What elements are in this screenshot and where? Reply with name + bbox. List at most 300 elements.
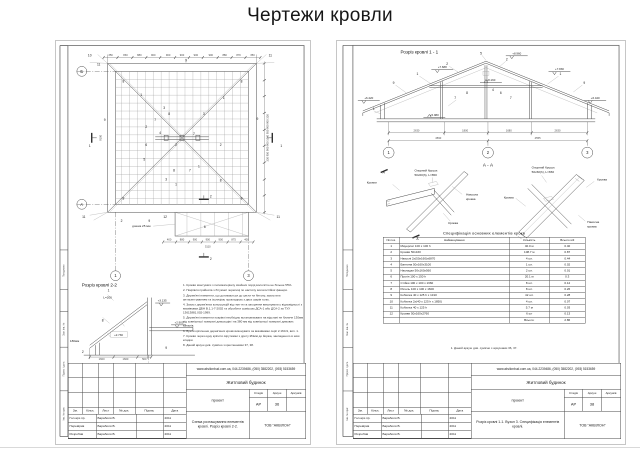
svg-text:1: 1 [175,182,177,187]
strip-label-inv-orig: Інв. № ориг. [62,406,66,421]
spec-pos: 1 [383,243,399,249]
svg-text:Крокви: Крокви [366,180,377,185]
spec-name: Крокви 50х160 [399,250,509,256]
spec-name: Мауерлат 100 х 100 h [399,243,509,249]
hip-rafters [108,63,257,212]
svg-text:7: 7 [509,95,512,100]
spec-volume: 0.13 [549,311,585,317]
strip-label-inv-orig: Інв. № ориг. [345,407,349,421]
sig-role: Перевірив [69,423,97,431]
svg-text:8: 8 [240,196,243,201]
svg-text:8: 8 [173,168,175,173]
stage-header: Стадія [250,390,269,398]
note-item: 7. Крокви через одну кріпити скрутками з дроту Ø4мм до йоржа, закладеного в шви кладки. [183,334,300,342]
section22-title: Розріз кровлі 2-2 [81,282,117,288]
svg-text:4555: 4555 [534,137,541,141]
col-kilk: Кільк. [83,407,99,414]
col-list: Лист [384,407,399,414]
signature-rows [354,415,472,439]
svg-text:8: 8 [240,79,243,84]
signature-row [354,431,472,439]
svg-text:2: 2 [486,150,490,156]
spec-volume: 0.03 [549,305,585,311]
col-doc: № док. [114,407,136,414]
specification-block [383,231,585,324]
svg-text:7: 7 [154,117,157,122]
svg-text:А: А [80,201,84,207]
svg-text:1: 1 [387,150,390,156]
sig-date: 2011 [164,423,187,431]
sig-signature [422,423,449,431]
col-doc: № док. [399,407,421,414]
svg-text:2: 2 [505,57,508,62]
sig-date: 2011 [164,415,187,423]
section22-details [103,295,125,338]
node-right-inner [522,177,580,235]
svg-text:7: 7 [454,95,457,100]
svg-text:+6.420: +6.420 [590,95,600,100]
svg-text:1800: 1800 [462,129,469,133]
spec-volume: 0.3 [549,274,585,280]
note-item: 8. Даний аркуш див. сумісно з кресленнями 37, 38. [183,344,254,348]
svg-text:2: 2 [446,62,449,67]
svg-text:180мм: 180мм [69,339,80,344]
spec-qty: 8 шт. [509,280,549,286]
sheet-content-title: Схема розташування елементів кровлі. Розріз кровлі 2-2. [187,412,250,439]
svg-text:1: 1 [416,72,419,77]
side-strip-border [60,46,68,437]
svg-text:1: 1 [222,96,225,101]
spec-qty: 2 шт. [509,268,549,274]
spec-total-label: Всього: [509,317,549,323]
sig-name: Бараболя В. [382,415,422,423]
sig-signature [422,415,449,423]
svg-text:5110: 5110 [204,245,211,249]
svg-text:6: 6 [145,142,148,147]
svg-text:1600: 1600 [98,358,105,362]
spec-qty: 108.7 м [509,250,549,256]
sig-signature [137,431,164,439]
svg-text:2: 2 [81,350,84,355]
svg-text:Кроква: Кроква [503,195,514,200]
svg-text:9: 9 [185,58,187,63]
object-name: Житловий будинок [187,376,306,390]
sig-name: Бараболя В. [97,415,137,423]
note-item: 6. Вузли кріплення дерев'яних крокв виконувати за вказівками серії 2.160-9, вип. 1. [183,329,299,333]
side-strip-border [343,45,353,436]
plan-grid-horizontal [116,79,249,201]
notes-list [183,284,304,348]
col-date: Дата [164,407,187,414]
sig-name: Бараболя В. [97,423,137,431]
svg-text:8: 8 [466,91,469,96]
spec-qty: 20.1 м [509,274,549,280]
spec-total-empty1 [383,317,399,323]
spec-total-empty2 [399,317,509,323]
spec-col-qty: Кількість [509,237,549,243]
svg-text:9: 9 [583,81,586,86]
spec-pos: 6 [383,274,399,280]
spec-name: Крокви 50х160х2760 [399,311,509,317]
object-name: Житловий будинок [472,376,621,390]
notes-block [183,284,304,349]
svg-text:9: 9 [256,116,259,121]
svg-text:900: 900 [179,53,185,57]
sig-role: Перевірив [354,423,382,431]
spec-pos: 8 [383,286,399,292]
svg-text:830: 830 [123,53,128,57]
project-label: проект [472,390,565,412]
svg-text:9: 9 [103,117,106,122]
svg-text:1: 1 [372,106,375,111]
note-item: 1. Крокви монтувати з пиломатеріалу хвойних порід вологістю не більше 55%. [183,284,293,287]
svg-text:9: 9 [148,219,151,224]
svg-text:2630: 2630 [413,129,420,133]
sheet-header: Аркуш [268,390,287,398]
svg-text:+5.980: +5.980 [429,112,439,117]
beam-end-hatch [387,201,390,204]
spec-title: Специфікація основних елементів крокв [442,231,526,236]
node-detail-right [519,174,585,238]
svg-text:+8.960: +8.960 [512,51,522,56]
spec-volume: 0.87 [549,250,585,256]
company-name: ТОВ "АКВІЛОН" [264,422,291,428]
col-list: Лист [99,407,114,414]
spec-col-volume: Всього м3 [549,237,585,243]
sig-name: Бараболя В. [97,431,137,439]
spec-col-name: Найменування [399,237,509,243]
svg-text:1: 1 [559,72,562,77]
svg-text:1600: 1600 [122,358,129,362]
svg-text:880: 880 [179,238,185,242]
spec-qty: 4 шт. [509,299,549,305]
svg-text:900: 900 [218,238,223,242]
svg-text:4: 4 [492,88,494,93]
sig-signature [137,415,164,423]
svg-text:9100: 9100 [99,134,103,141]
spec-volume: 0.07 [549,299,585,305]
svg-text:900: 900 [208,53,213,57]
sheet-number: 38 [583,398,602,412]
strip-label-zam-inv: Зам. інв. № [345,322,349,336]
svg-text:350: 350 [250,53,255,57]
project-label: проект [187,390,250,412]
svg-text:2: 2 [209,256,212,261]
svg-text:7: 7 [193,131,195,136]
svg-text:875: 875 [231,238,236,242]
spec-volume: 0.26 [549,286,585,292]
spec-name: Накосні 2х(50х160)х6870 [399,256,509,262]
section-annotations [364,51,607,241]
svg-text:+2.730: +2.730 [114,332,123,337]
svg-text:12: 12 [163,215,167,220]
sheet-note-text: 1. Даний аркуш див. сумісно з аркушами 36, 37. [450,347,518,350]
spec-col-pos: № поз. [383,237,399,243]
signature-row [69,415,187,423]
strip-label-agreed: Погоджено [345,264,349,278]
strip-label-zam-inv: Зам. інв. № [62,322,66,336]
spec-total-value: 2.86 [549,317,585,323]
strip-label-sign-date: Підпис і дата [345,361,349,377]
svg-text:2: 2 [209,194,212,199]
sig-signature [137,423,164,431]
roof-slopes [363,61,609,113]
sheets-total [602,398,621,412]
svg-text:7: 7 [189,168,191,173]
rafter-underside [372,68,597,113]
sig-role: Розробив [69,431,97,439]
svg-text:2: 2 [120,219,123,224]
spec-name: Прогін 100 х 150 h [399,274,509,280]
svg-text:3: 3 [165,177,168,182]
col-sign: Підпис [421,407,449,414]
svg-text:3: 3 [202,112,205,117]
spec-qty: 42 шт. [509,293,549,299]
titleblock-signatures [354,364,472,439]
spec-name: Кобилка 2х(40 х 125 h х 1850) [399,299,509,305]
svg-text:1: 1 [280,143,283,148]
sheet-roof-section [336,40,626,445]
aa-view-label: А - А [482,162,494,168]
stage-value: АР [565,398,584,412]
svg-text:6: 6 [203,225,206,230]
page-bottom-edge [0,447,640,448]
note-item: 2. Покрівля прийнята з бітумної черепиці по настилу вологостійкої фанери. [183,289,288,293]
col-zm: Зм. [354,407,368,414]
svg-text:330 950 900 900 1040 950 900 9: 330 950 900 900 1040 950 900 900 330 [266,114,270,162]
spec-qty: 1 шт. [509,262,549,268]
spec-qty: 4 шт. [509,256,549,262]
svg-text:5: 5 [143,157,146,162]
titleblock-signatures [69,364,187,439]
dim-ticks [388,131,589,142]
spec-name: Ригель 100 х 100 х 1600 [399,286,509,292]
svg-text:+8.160: +8.160 [486,78,496,83]
svg-text:8: 8 [219,178,222,183]
hip-end-hatch [518,174,585,239]
spec-volume: 0.28 [549,293,585,299]
spec-name: Кобилка 40 х 125 h [399,305,509,311]
svg-text:11: 11 [96,62,101,67]
signature-row [354,415,472,423]
sig-date: 2011 [449,423,472,431]
company-name: ТОВ "АКВІЛОН" [579,422,606,428]
titleblock-empty-grid [69,364,187,408]
spec-pos: 11 [383,305,399,311]
note-item: 4. Захист дерев'яних конструкцій від гниття та загоряння виконувати у відповідності з вказівками ДБН В.1.1-7-2002 та обробити сумішшю ДСА-1 або ДСА-2 за ТУУ 13613881.002-1999. [183,303,303,315]
svg-text:Кроква: Кроква [448,221,459,226]
col-kilk: Кільк. [368,407,384,414]
svg-text:4590: 4590 [435,137,442,141]
titleblock-empty-grid [354,364,472,408]
spec-name: Стійки 100 х 100 х 1660 [399,280,509,286]
svg-text:8: 8 [168,112,171,117]
spec-pos: 12 [383,311,399,317]
svg-text:1: 1 [114,273,117,279]
signature-rows [69,415,187,439]
svg-text:50х60(h), L=650: 50х60(h), L=650 [531,169,555,174]
sig-role: Гол.арх.пр. [69,415,97,423]
spec-table [383,237,586,324]
svg-text:3: 3 [247,273,250,279]
stage-table [250,390,306,412]
svg-text:5: 5 [480,51,482,56]
svg-text:9: 9 [165,346,168,351]
svg-text:900: 900 [205,238,211,242]
svg-text:А: А [382,170,385,175]
svg-text:500: 500 [142,358,147,362]
svg-text:1: 1 [107,288,110,293]
sig-date: 2011 [449,431,472,439]
svg-text:L=200: L=200 [103,295,112,300]
position-leaders [374,55,586,114]
svg-text:50х60(h), L=650: 50х60(h), L=650 [414,172,437,177]
walls-and-floor [363,103,609,122]
svg-text:1: 1 [140,93,143,98]
svg-text:11: 11 [276,215,280,220]
spec-qty: 6 шт [509,311,549,317]
spec-volume: 0.01 [549,268,585,274]
note-item: 5. Дерев'яні елементи покрівлі необхідно встановлювати на відстані не ближче 130мм від зовнішньої поверхні димоходів і на 380 мм від зовнішньої поверхні димових каналів. [183,316,304,328]
svg-text:8: 8 [101,318,104,323]
sig-role: Гол.арх.пр. [354,415,382,423]
col-date: Дата [449,407,472,414]
page-title: Чертежи кровли [247,5,393,26]
sig-name: Бараболя В. [382,431,422,439]
note-item: 3. Дерев'яні елементи, що дотикаються до цегли чи бетону, захистити антисептуванням та ізоляцією прокладкою з двох шарів толю. [183,294,281,302]
sig-role: Розробив [354,431,382,439]
spec-name: Кобилка 40 х 125 h х 1310 [399,293,509,299]
spec-pos: 9 [383,293,399,299]
spec-qty: 8 шт. [509,286,549,292]
sheet-note [383,347,585,350]
porch-bracing [175,212,248,236]
svg-text:дошка 25 мм: дошка 25 мм [132,224,151,229]
svg-text:8: 8 [122,196,125,201]
svg-text:400: 400 [166,238,172,242]
svg-text:880: 880 [137,53,142,57]
svg-text:11: 11 [268,53,273,58]
spec-volume: 0.12 [549,280,585,286]
svg-text:2: 2 [219,142,222,147]
stage-header: Стадія [565,390,584,398]
svg-text:8: 8 [122,79,125,84]
svg-text:900: 900 [165,53,171,57]
company-website: www.akvilonbud.com.ua, 044-2239486, (050) 3582202, (093) 5153659 [187,364,306,376]
titleblock-columns-header [69,407,187,414]
svg-text:10: 10 [87,53,92,58]
spec-qty: 40.0 м [509,243,549,249]
sheet-content-title: Розріз кровлі 1-1. Вузол 3. Специфікація елементів кровлі. [472,412,565,439]
spec-volume: 0.40 [549,243,585,249]
col-sign: Підпис [136,407,164,414]
stage-table [565,390,621,412]
strip-label-sign-date: Підпис і дата [62,361,66,377]
svg-text:Опорний брусок: Опорний брусок [531,165,555,170]
svg-text:11: 11 [82,215,86,220]
titleblock-columns-header [354,407,472,414]
svg-text:Накосна: Накосна [466,192,479,197]
sheets-total [287,398,306,412]
posts-and-collar [429,65,542,119]
company-website: www.akvilonbud.com.ua, 044-2239486, (050) 3582202, (093) 5153659 [472,364,621,376]
svg-text:кроква: кроква [466,196,476,201]
svg-text:А: А [416,237,419,242]
plan-grid-vertical [121,71,240,204]
svg-text:Кроква: Кроква [597,177,608,182]
svg-text:+3.135: +3.135 [157,298,167,303]
svg-text:870: 870 [236,53,241,57]
svg-text:880: 880 [222,53,227,57]
svg-text:1: 1 [197,164,200,169]
svg-text:900: 900 [192,238,198,242]
spec-pos: 3 [383,256,399,262]
signature-row [69,423,187,431]
sheet-header: Аркуш [583,390,602,398]
svg-text:Опорний брусок: Опорний брусок [414,168,438,173]
svg-text:400: 400 [244,238,249,242]
spec-pos: 2 [383,250,399,256]
svg-text:3: 3 [163,106,166,111]
svg-text:+7.830: +7.830 [555,67,564,72]
svg-text:+7.688: +7.688 [437,65,447,70]
sheet-number: 36 [268,398,287,412]
titleblock [353,363,621,439]
svg-text:4: 4 [159,130,162,135]
col-zm: Зм. [69,407,83,414]
spec-pos: 7 [383,280,399,286]
svg-text:2: 2 [175,142,177,147]
svg-text:900: 900 [193,53,199,57]
sig-signature [422,431,449,439]
svg-text:1: 1 [88,143,91,148]
strip-label-agreed: Погоджено [62,264,66,278]
spec-volume: 0.02 [549,262,585,268]
spec-qty: 5.7 м [509,305,549,311]
svg-text:Накосна: Накосна [587,220,600,225]
spec-name: Бантина 50х160х3100 [399,262,509,268]
svg-text:+6.420: +6.420 [364,95,374,100]
svg-text:Б: Б [80,68,84,74]
sheets-header: Аркушів [287,390,306,398]
axis-leaders [389,141,588,147]
svg-text:2: 2 [145,124,148,129]
svg-text:1680: 1680 [505,129,512,133]
sig-name: Бараболя В. [382,423,422,431]
svg-text:350: 350 [108,53,113,57]
spec-total-row [383,317,585,323]
svg-text:кроква: кроква [587,224,597,229]
svg-text:+2.900: +2.900 [174,320,184,325]
signature-row [354,423,472,431]
spec-pos: 10 [383,299,399,305]
spec-pos: 4 [383,262,399,268]
stage-value: АР [250,398,269,412]
titleblock [68,363,306,439]
sig-date: 2011 [449,415,472,423]
svg-text:9: 9 [392,81,395,86]
signature-row [69,431,187,439]
sig-date: 2011 [164,431,187,439]
svg-text:6: 6 [499,91,502,96]
section11-title: Розріз кровлі 1 - 1 [400,49,439,55]
sheets-header: Аркушів [602,390,621,398]
sheet-roof-plan [55,40,311,445]
svg-text:3: 3 [586,150,589,156]
ridge-block [483,71,489,75]
svg-text:900: 900 [151,53,156,57]
spec-name: Накладки 50х160х560 [399,268,509,274]
